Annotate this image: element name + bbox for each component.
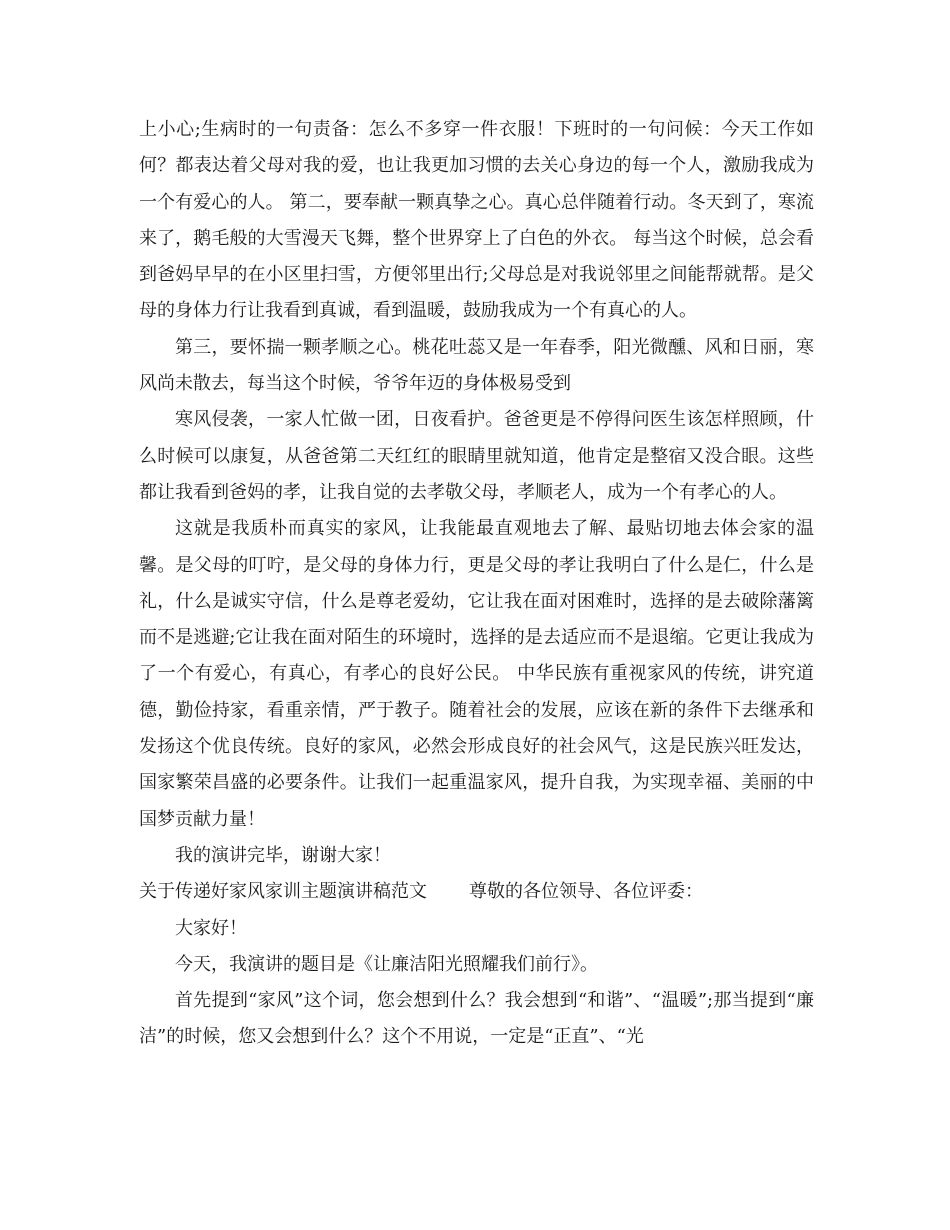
section-title: 关于传递好家风家训主题演讲稿范文 xyxy=(139,881,427,903)
section-heading-line xyxy=(139,874,814,910)
paragraph-8: 首先提到“家风”这个词，您会想到什么？我会想到“和谐”、“温暖”;那当提到“廉洁”的时候，您又会想到什么？这个不用说，一定是“正直”、“光 xyxy=(139,990,814,1048)
paragraph-2: 第三，要怀揣一颗孝顺之心。桃花吐蕊又是一年春季，阳光微醺、风和日丽，寒风尚未散去，每当这个时候，爷爷年迈的身体极易受到 xyxy=(139,336,814,395)
paragraph-6: 大家好！ xyxy=(175,917,247,939)
document-body xyxy=(139,112,814,1056)
paragraph-3: 寒风侵袭，一家人忙做一团，日夜看护。爸爸更是不停得问医生该怎样照顾，什么时候可以康复，从爸爸第二天红红的眼睛里就知道，他肯定是整宿又没合眼。这些都让我看到爸妈的孝，让我自觉的去孝敬父母，孝顺老人，成为一个有孝心的人。 xyxy=(139,409,814,503)
paragraph-7: 今天，我演讲的题目是《让廉洁阳光照耀我们前行》。 xyxy=(175,953,598,975)
paragraph-5: 我的演讲完毕，谢谢大家！ xyxy=(175,844,391,866)
paragraph-1: 上小心;生病时的一句责备：怎么不多穿一件衣服！下班时的一句问候：今天工作如何？都表达着父母对我的爱，也让我更加习惯的去关心身边的每一个人，激励我成为一个有爱心的人。 第二，要奉献一颗真挚之心。真心总伴随着行动。冬天到了，寒流来了，鹅毛般的大雪漫天飞舞，整个世界穿上了白色的外衣。 每当这个时候，总会看到爸妈早早的在小区里扫雪，方便邻里出行;父母总是对我说邻里之间能帮就帮。是父母的身体力行让我看到真诚，看到温暖，鼓励我成为一个有真心的人。 xyxy=(139,119,814,322)
paragraph-4: 这就是我质朴而真实的家风，让我能最直观地去了解、最贴切地去体会家的温馨。是父母的叮咛，是父母的身体力行，更是父母的孝让我明白了什么是仁，什么是礼，什么是诚实守信，什么是尊老爱幼，它让我在面对困难时，选择的是去破除藩篱而不是逃避;它让我在面对陌生的环境时，选择的是去适应而不是退缩。它更让我成为了一个有爱心，有真心，有孝心的良好公民。 中华民族有重视家风的传统，讲究道德，勤俭持家，看重亲情，严于教子。随着社会的发展，应该在新的条件下去继承和发扬这个优良传统。良好的家风，必然会形成良好的社会风气，这是民族兴旺发达，国家繁荣昌盛的必要条件。让我们一起重温家风，提升自我，为实现幸福、美丽的中国梦贡献力量！ xyxy=(139,518,814,830)
salutation: 尊敬的各位领导、各位评委： xyxy=(469,881,703,903)
